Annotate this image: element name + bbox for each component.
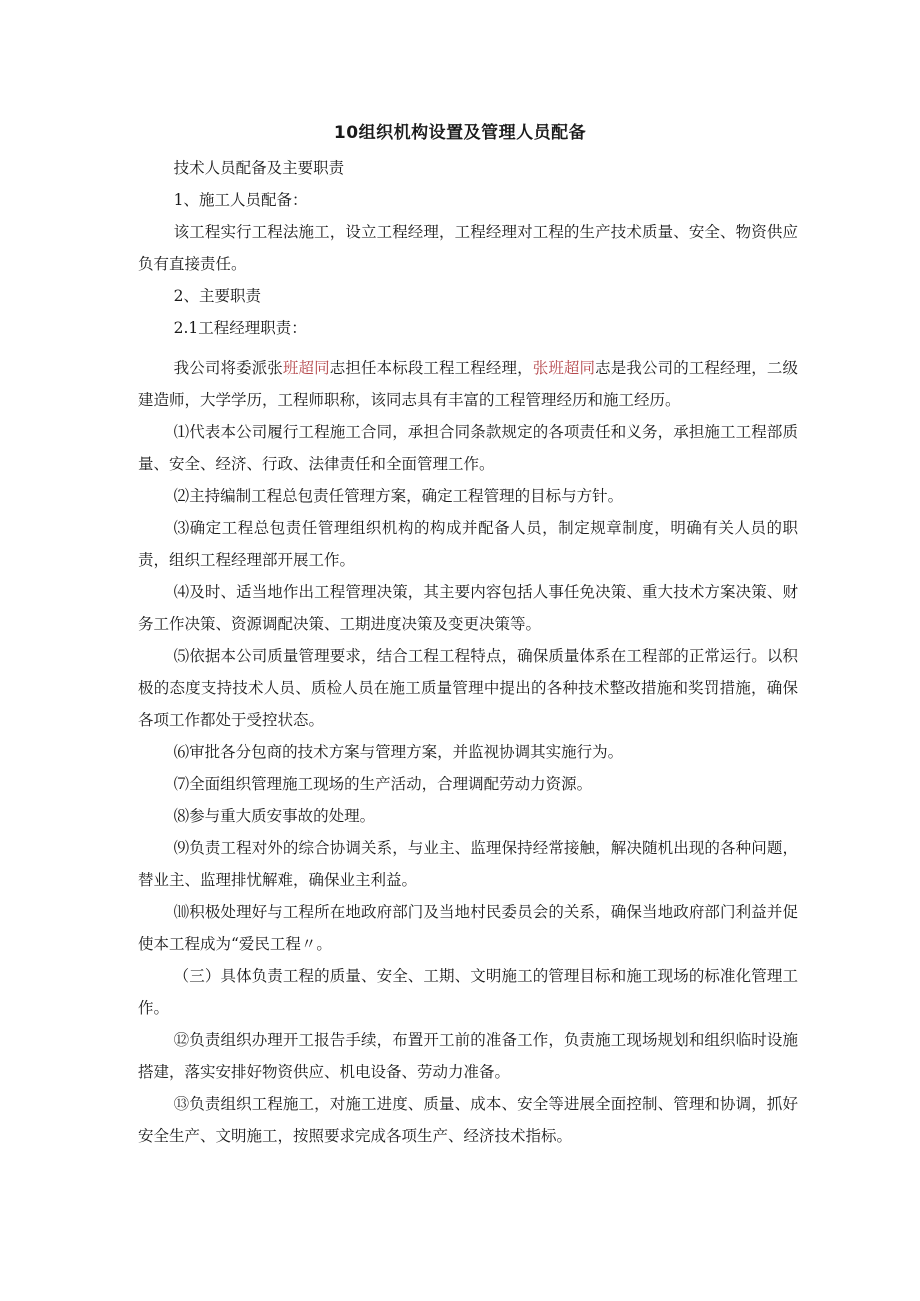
paragraph-duty-1: ⑴代表本公司履行工程施工合同，承担合同条款规定的各项责任和义务，承担施工工程部质量、安全、经济、行政、法律责任和全面管理工作。	[138, 423, 798, 473]
paragraph-section-2-1: 2.1工程经理职责：	[173, 319, 307, 337]
paragraph-duty-8: ⑻参与重大质安事故的处理。	[173, 807, 376, 825]
paragraph-duty-2: ⑵主持编制工程总包责任管理方案，确定工程管理的目标与方针。	[173, 487, 624, 505]
intro-highlight-name-1: 班超同	[282, 359, 330, 377]
paragraph-section-2: 2、主要职责	[173, 287, 262, 305]
paragraph-manager-intro	[138, 352, 798, 416]
paragraph-duty-3: ⑶确定工程总包责任管理组织机构的构成并配备人员，制定规章制度，明确有关人员的职责，组织工程经理部开展工作。	[138, 519, 798, 569]
paragraph-duty-10: ⑽积极处理好与工程所在地政府部门及当地村民委员会的关系，确保当地政府部门利益并促使本工程成为“爱民工程〃。	[138, 903, 798, 953]
intro-text-3: 志是我公司的工程经理，二级建造师，大学学历，工程师职称，该同志具有丰富的工程管理经历和施工经历。	[138, 359, 798, 409]
paragraph-section-1: 1、施工人员配备：	[173, 191, 308, 209]
paragraph-duty-5: ⑸依据本公司质量管理要求，结合工程工程特点，确保质量体系在工程部的正常运行。以积极的态度支持技术人员、质检人员在施工质量管理中提出的各种技术整改措施和奖罚措施，确保各项工作都处于受控状态。	[138, 647, 798, 729]
paragraph-section-1-body: 该工程实行工程法施工，设立工程经理，工程经理对工程的生产技术质量、安全、物资供应负有直接责任。	[138, 223, 798, 273]
intro-text-2: 志担任本标段工程工程经理，	[329, 359, 533, 377]
paragraph-duty-6: ⑹审批各分包商的技术方案与管理方案，并监视协调其实施行为。	[173, 743, 624, 761]
document-title: 10组织机构设置及管理人员配备	[333, 123, 587, 143]
intro-highlight-name-2: 张班超同	[532, 359, 596, 377]
paragraph-duty-13: ⑬负责组织工程施工，对施工进度、质量、成本、安全等进展全面控制、管理和协调，抓好安全生产、文明施工，按照要求完成各项生产、经济技术指标。	[138, 1095, 798, 1145]
document-body	[138, 152, 798, 1152]
intro-text-1: 我公司将委派张	[173, 359, 283, 377]
paragraph-duty-4: ⑷及时、适当地作出工程管理决策，其主要内容包括人事任免决策、重大技术方案决策、财务工作决策、资源调配决策、工期进度决策及变更决策等。	[138, 583, 798, 633]
paragraph-duty-7: ⑺全面组织管理施工现场的生产活动，合理调配劳动力资源。	[173, 775, 593, 793]
paragraph-staffing-heading: 技术人员配备及主要职责	[173, 159, 345, 177]
paragraph-duty-three: （三）具体负责工程的质量、安全、工期、文明施工的管理目标和施工现场的标准化管理工作。	[138, 967, 798, 1017]
paragraph-duty-12: ⑫负责组织办理开工报告手续，布置开工前的准备工作，负责施工现场规划和组织临时设施搭建，落实安排好物资供应、机电设备、劳动力准备。	[138, 1031, 798, 1081]
paragraph-duty-9: ⑼负责工程对外的综合协调关系，与业主、监理保持经常接触，解决随机出现的各种问题，替业主、监理排忧解难，确保业主利益。	[138, 839, 798, 889]
